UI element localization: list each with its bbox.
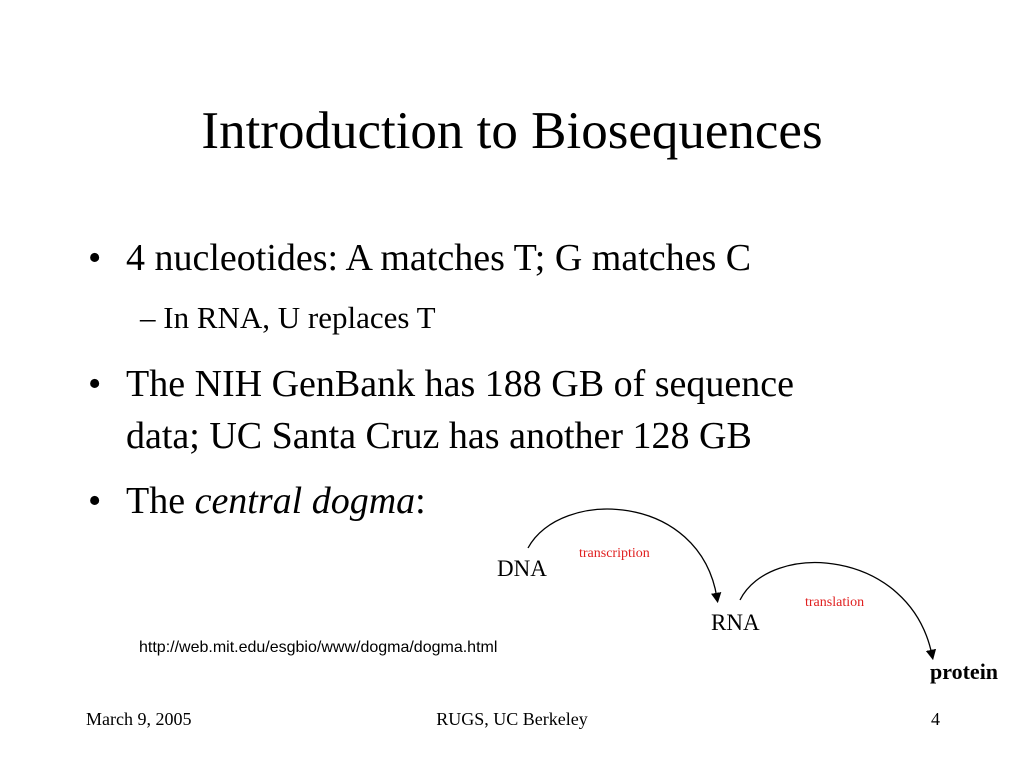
sub-bullet-marker: – xyxy=(140,300,156,335)
bullet-text-prefix: The xyxy=(126,480,195,522)
page-number: 4 xyxy=(931,709,940,729)
bullet-text-suffix: : xyxy=(415,480,426,522)
bullet-marker: • xyxy=(88,237,102,279)
footer-center: RUGS, UC Berkeley xyxy=(436,709,588,729)
dna-label: DNA xyxy=(497,556,547,581)
bullet-text: 4 nucleotides: A matches T; G matches C xyxy=(126,237,752,279)
sub-bullet-text: In RNA, U replaces T xyxy=(163,300,436,335)
bullet-marker: • xyxy=(88,363,102,405)
bullet-text-line2: data; UC Santa Cruz has another 128 GB xyxy=(126,415,752,457)
footer-date: March 9, 2005 xyxy=(86,709,192,729)
rna-label: RNA xyxy=(711,610,760,635)
central-dogma-italic: central dogma xyxy=(194,480,416,522)
source-url: http://web.mit.edu/esgbio/www/dogma/dogma.html xyxy=(139,639,498,656)
translation-label: translation xyxy=(805,595,865,610)
bullet-text-line1: The NIH GenBank has 188 GB of sequence xyxy=(126,363,794,405)
transcription-label: transcription xyxy=(579,546,650,561)
bullet-marker: • xyxy=(88,480,102,522)
protein-label: protein xyxy=(930,659,999,684)
slide-title: Introduction to Biosequences xyxy=(201,102,823,160)
